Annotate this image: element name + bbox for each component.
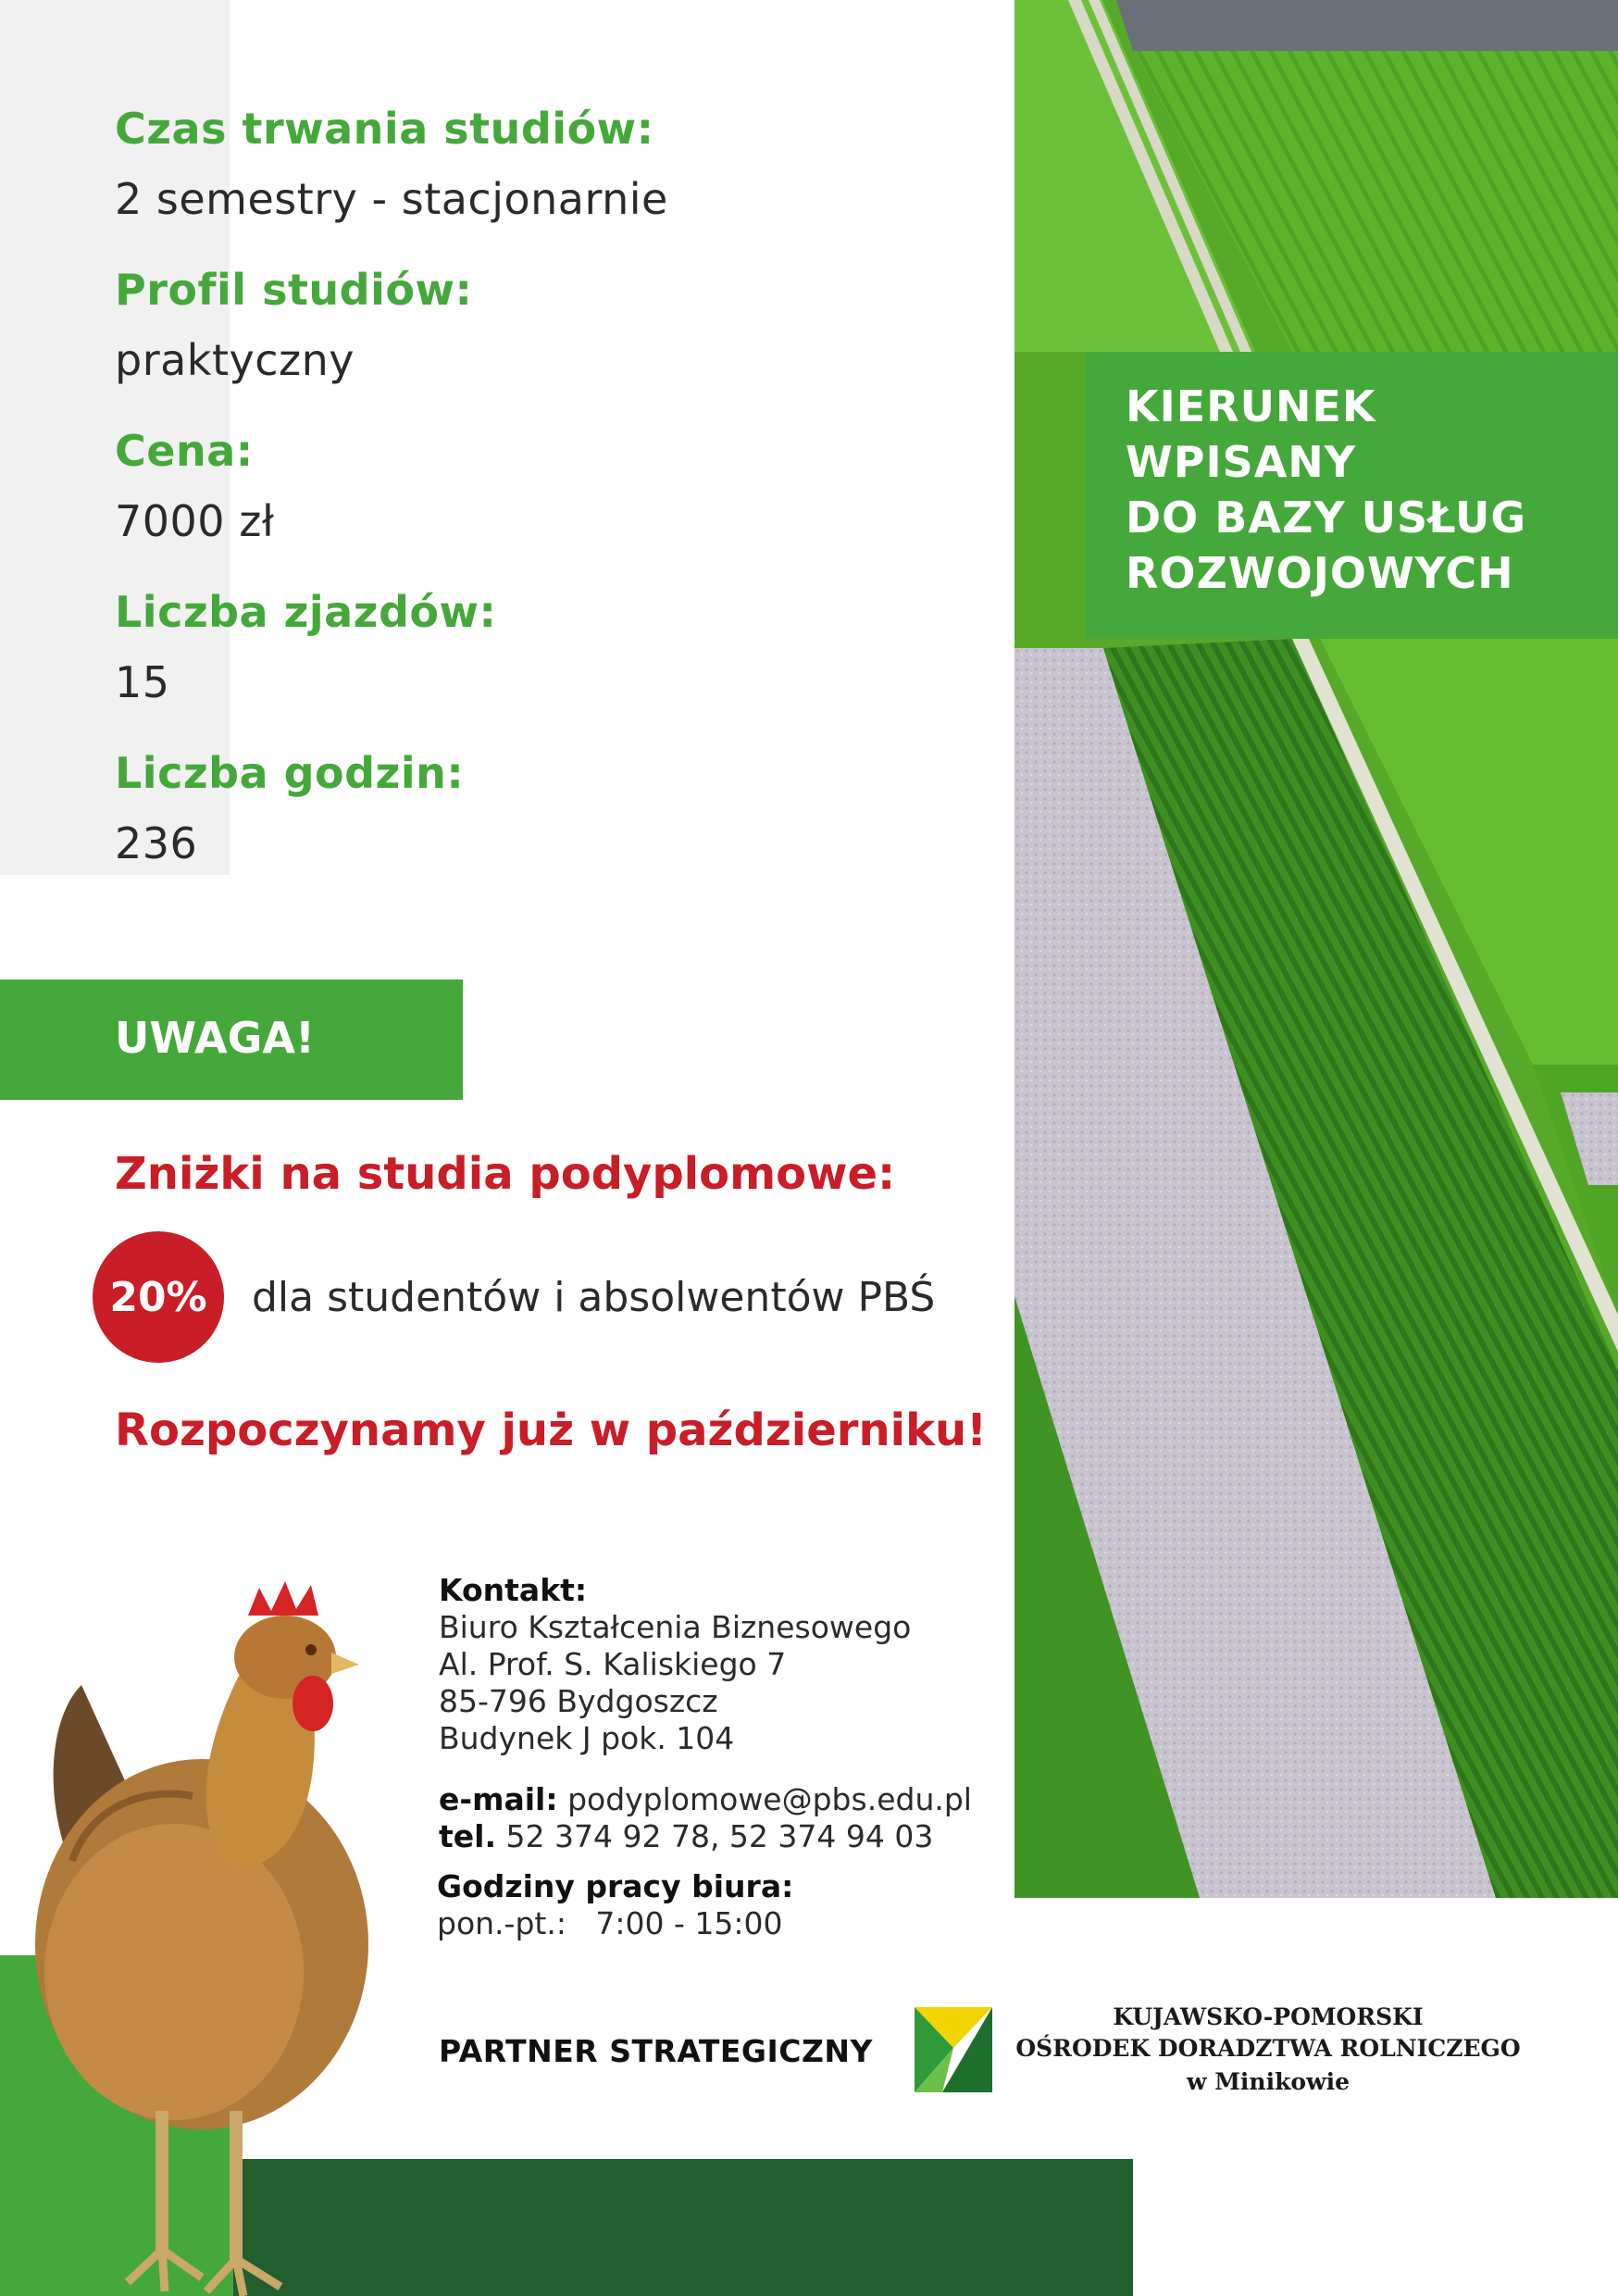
badge-line: DO BAZY USŁUG (1126, 493, 1527, 543)
phone-numbers: 52 374 92 78, 52 374 94 03 (505, 1818, 934, 1854)
contact-address-line: Al. Prof. S. Kaliskiego 7 (439, 1646, 787, 1682)
partner-org-line: KUJAWSKO-POMORSKI (1113, 2003, 1424, 2030)
discount-description: dla studentów i absolwentów PBŚ (252, 1274, 936, 1321)
partner-label: PARTNER STRATEGICZNY (439, 2033, 873, 2069)
contact-address-line: 85-796 Bydgoszcz (439, 1683, 718, 1719)
contact-phone-row (439, 1818, 933, 1854)
email-link[interactable]: podyplomowe@pbs.edu.pl (567, 1781, 972, 1817)
kpodr-logo-icon (915, 2007, 992, 2092)
discount-percent-badge (93, 1231, 224, 1363)
duration-label: Czas trwania studiów: (115, 104, 654, 154)
hours-count-label: Liczba godzin: (115, 748, 465, 798)
badge-line: ROZWOJOWYCH (1126, 548, 1514, 598)
contact-address-line: Budynek J pok. 104 (439, 1720, 735, 1756)
discount-percent: 20% (109, 1273, 207, 1321)
duration-value: 2 semestry - stacjonarnie (115, 174, 668, 224)
price-label: Cena: (115, 426, 254, 476)
price-value: 7000 zł (115, 496, 275, 546)
start-announcement: Rozpoczynamy już w październiku! (115, 1404, 988, 1456)
badge-line: KIERUNEK (1126, 381, 1376, 431)
hen-illustration (17, 1565, 405, 2296)
aerial-field-photo (1014, 0, 1618, 1898)
contact-heading: Kontakt: (439, 1572, 588, 1608)
profile-value: praktyczny (115, 335, 355, 385)
office-hours-heading: Godziny pracy biura: (437, 1868, 794, 1904)
partner-org-line: w Minikowie (1187, 2068, 1350, 2095)
profile-label: Profil studiów: (115, 265, 473, 315)
partner-org-line: OŚRODEK DORADZTWA ROLNICZEGO (1015, 2035, 1521, 2062)
registry-badge (1085, 352, 1618, 639)
contact-email-row (439, 1781, 972, 1817)
sessions-label: Liczba zjazdów: (115, 587, 497, 637)
hours-count-value: 236 (115, 818, 198, 868)
contact-address-line: Biuro Kształcenia Biznesowego (439, 1609, 912, 1645)
notice-heading: UWAGA! (115, 1013, 315, 1063)
badge-line: WPISANY (1126, 437, 1357, 487)
sessions-value: 15 (115, 657, 170, 707)
email-label: e-mail: (439, 1781, 558, 1817)
phone-label: tel. (439, 1818, 497, 1854)
discount-title: Zniżki na studia podyplomowe: (115, 1148, 896, 1200)
office-hours-value: pon.-pt.: 7:00 - 15:00 (437, 1905, 783, 1941)
